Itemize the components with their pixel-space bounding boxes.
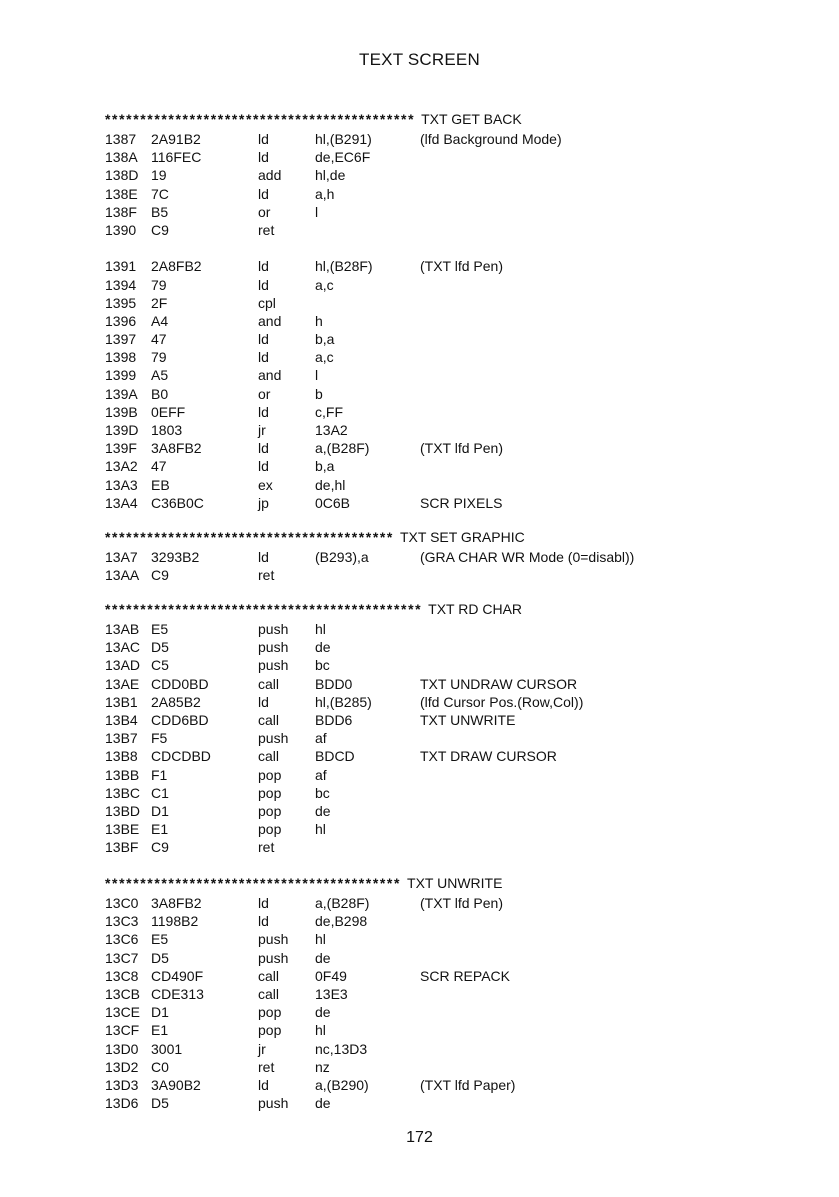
section-label: TXT RD CHAR [428, 601, 523, 617]
hex-bytes: F5 [151, 730, 168, 747]
address: 13A2 [105, 458, 138, 475]
section-label: TXT SET GRAPHIC [399, 529, 525, 545]
address: 138A [105, 149, 138, 166]
comment: TXT DRAW CURSOR [420, 748, 557, 765]
operand: af [315, 730, 327, 747]
listing-row [0, 1076, 839, 1094]
mnemonic: push [258, 657, 289, 674]
listing-row [0, 366, 839, 384]
address: 13A3 [105, 476, 138, 493]
address: 13A4 [105, 494, 138, 511]
operand: de [315, 1095, 331, 1112]
operand: BDD0 [315, 675, 353, 692]
listing-row [0, 330, 839, 348]
mnemonic: ld [258, 440, 269, 457]
listing-row [0, 894, 839, 912]
address: 138D [105, 167, 139, 184]
address: 13D0 [105, 1040, 139, 1057]
listing-row [0, 439, 839, 457]
hex-bytes: CDE313 [151, 985, 204, 1002]
listing-row [0, 638, 839, 656]
mnemonic: pop [258, 766, 282, 783]
mnemonic: call [258, 711, 280, 728]
mnemonic: ld [258, 1076, 269, 1093]
operand: a,(B28F) [315, 440, 370, 457]
hex-bytes: 3A8FB2 [151, 440, 202, 457]
hex-bytes: B0 [151, 385, 169, 402]
mnemonic: ld [258, 458, 269, 475]
listing-row [0, 548, 839, 566]
address: 13C3 [105, 913, 139, 930]
hex-bytes: 1198B2 [151, 913, 199, 930]
address: 13A7 [105, 549, 138, 565]
hex-bytes: E5 [151, 621, 169, 637]
mnemonic: jp [258, 494, 269, 511]
comment: (TXT lfd Pen) [420, 440, 503, 457]
mnemonic: call [258, 675, 280, 692]
operand: de,B298 [315, 913, 368, 930]
operand: bc [315, 657, 330, 674]
hex-bytes: D1 [151, 802, 169, 819]
mnemonic: ld [258, 913, 269, 930]
operand: 0F49 [315, 967, 347, 984]
mnemonic: ret [258, 567, 275, 584]
hex-bytes: 47 [151, 331, 167, 348]
operand: b [315, 385, 323, 402]
mnemonic: push [258, 949, 289, 966]
mnemonic: or [258, 203, 271, 220]
listing-row [0, 838, 839, 856]
operand: de [315, 639, 331, 656]
listing-row [0, 693, 839, 711]
operand: c,FF [315, 403, 343, 420]
operand: de [315, 949, 331, 966]
operand: 13E3 [315, 985, 348, 1002]
operand: hl [315, 621, 326, 637]
asterisk-rule: ******************************************** [105, 111, 416, 127]
code-listing [0, 130, 839, 512]
address: 13BF [105, 839, 139, 856]
listing-row [0, 1040, 839, 1058]
address: 13AE [105, 675, 140, 692]
mnemonic: pop [258, 821, 282, 838]
hex-bytes: 3293B2 [151, 549, 200, 565]
address: 13CE [105, 1004, 141, 1021]
hex-bytes: D5 [151, 949, 169, 966]
code-listing [0, 894, 839, 1112]
mnemonic: ret [258, 839, 275, 856]
operand: l [315, 203, 319, 220]
section-label: TXT GET BACK [421, 111, 522, 127]
mnemonic: jr [258, 1040, 266, 1057]
listing-row [0, 747, 839, 765]
address: 13D6 [105, 1095, 139, 1112]
listing-row [0, 620, 839, 638]
operand: hl,(B28F) [315, 258, 373, 275]
listing-row [0, 239, 839, 257]
mnemonic: ret [258, 221, 275, 238]
address: 13C6 [105, 931, 139, 948]
listing-row [0, 1058, 839, 1076]
page-number: 172 [406, 1129, 433, 1146]
mnemonic: push [258, 621, 289, 637]
operand: hl,de [315, 167, 346, 184]
hex-bytes: 3A90B2 [151, 1076, 201, 1093]
hex-bytes: E1 [151, 821, 169, 838]
listing-row [0, 457, 839, 475]
operand: de [315, 802, 331, 819]
listing-row [0, 1021, 839, 1039]
mnemonic: ld [258, 276, 269, 293]
operand: hl [315, 931, 326, 948]
listing-row [0, 820, 839, 838]
listing-row [0, 403, 839, 421]
operand: a,c [315, 349, 334, 366]
operand: l [315, 367, 319, 384]
operand: b,a [315, 331, 335, 348]
listing-row [0, 985, 839, 1003]
address: 13B1 [105, 693, 138, 710]
mnemonic: add [258, 167, 282, 184]
address: 13CB [105, 985, 141, 1002]
mnemonic: ld [258, 149, 269, 166]
hex-bytes: 1803 [151, 422, 183, 438]
listing-row [0, 294, 839, 312]
comment: (TXT lfd Pen) [420, 258, 503, 275]
listing-row [0, 912, 839, 930]
hex-bytes: 79 [151, 276, 167, 293]
address: 13BE [105, 821, 140, 838]
comment: (lfd Background Mode) [420, 131, 562, 147]
hex-bytes: B5 [151, 203, 169, 220]
address: 13C7 [105, 949, 139, 966]
address: 13D3 [105, 1076, 139, 1093]
address: 13C0 [105, 895, 139, 911]
hex-bytes: CDCDBD [151, 748, 211, 765]
asterisk-rule: ****************************************** [105, 875, 402, 891]
code-listing [0, 548, 839, 584]
hex-bytes: C9 [151, 839, 169, 856]
listing-row [0, 221, 839, 239]
mnemonic: ld [258, 693, 269, 710]
mnemonic: and [258, 367, 282, 384]
listing-row [0, 185, 839, 203]
address: 1395 [105, 294, 137, 311]
address: 13C8 [105, 967, 139, 984]
mnemonic: ld [258, 349, 269, 366]
address: 13AC [105, 639, 141, 656]
hex-bytes: A4 [151, 312, 169, 329]
mnemonic: push [258, 730, 289, 747]
operand: nc,13D3 [315, 1040, 368, 1057]
mnemonic: pop [258, 802, 282, 819]
address: 139F [105, 440, 137, 457]
mnemonic: call [258, 748, 280, 765]
listing-row [0, 1003, 839, 1021]
operand: de [315, 1004, 331, 1021]
listing-row [0, 348, 839, 366]
address: 13CF [105, 1022, 140, 1039]
comment: (TXT lfd Paper) [420, 1076, 516, 1093]
operand: 0C6B [315, 494, 351, 511]
code-listing [0, 620, 839, 856]
section-separator [105, 874, 502, 892]
listing-row [0, 949, 839, 967]
mnemonic: ld [258, 131, 269, 147]
address: 13AB [105, 621, 140, 637]
address: 1394 [105, 276, 137, 293]
mnemonic: push [258, 639, 289, 656]
listing-row [0, 656, 839, 674]
comment: (lfd Cursor Pos.(Row,Col)) [420, 693, 584, 710]
hex-bytes: 2A8FB2 [151, 258, 202, 275]
listing-row [0, 421, 839, 439]
hex-bytes: F1 [151, 766, 168, 783]
hex-bytes: C9 [151, 221, 169, 238]
mnemonic: pop [258, 784, 282, 801]
operand: bc [315, 784, 330, 801]
hex-bytes: CD490F [151, 967, 204, 984]
operand: (B293),a [315, 549, 369, 565]
operand: de,hl [315, 476, 346, 493]
mnemonic: ld [258, 895, 269, 911]
address: 13AD [105, 657, 141, 674]
address: 1399 [105, 367, 137, 384]
comment: (TXT lfd Pen) [420, 895, 503, 911]
listing-row [0, 148, 839, 166]
address: 139A [105, 385, 138, 402]
comment: SCR REPACK [420, 967, 510, 984]
hex-bytes: 116FEC [151, 149, 202, 166]
listing-row [0, 711, 839, 729]
listing-row [0, 566, 839, 584]
mnemonic: ret [258, 1058, 275, 1075]
hex-bytes: C1 [151, 784, 169, 801]
hex-bytes: 3A8FB2 [151, 895, 202, 911]
hex-bytes: CDD6BD [151, 711, 209, 728]
address: 13BB [105, 766, 140, 783]
address: 13B8 [105, 748, 138, 765]
mnemonic: pop [258, 1022, 282, 1039]
address: 138E [105, 185, 138, 202]
listing-row [0, 494, 839, 512]
address: 1391 [105, 258, 137, 275]
mnemonic: ld [258, 258, 269, 275]
address: 1390 [105, 221, 137, 238]
mnemonic: cpl [258, 294, 276, 311]
address: 13D2 [105, 1058, 139, 1075]
listing-row [0, 312, 839, 330]
mnemonic: call [258, 967, 280, 984]
section-label: TXT UNWRITE [407, 875, 503, 891]
section-separator [105, 528, 525, 546]
hex-bytes: C0 [151, 1058, 169, 1075]
address: 139B [105, 403, 138, 420]
page-title: TEXT SCREEN [359, 50, 480, 69]
listing-row [0, 784, 839, 802]
operand: a,h [315, 185, 335, 202]
listing-row [0, 967, 839, 985]
hex-bytes: C5 [151, 657, 169, 674]
address: 13B4 [105, 711, 138, 728]
address: 1398 [105, 349, 137, 366]
hex-bytes: 2A91B2 [151, 131, 201, 147]
mnemonic: jr [258, 422, 266, 438]
listing-row [0, 1094, 839, 1112]
hex-bytes: A5 [151, 367, 169, 384]
comment: TXT UNDRAW CURSOR [420, 675, 578, 692]
listing-row [0, 130, 839, 148]
operand: de,EC6F [315, 149, 371, 166]
listing-row [0, 276, 839, 294]
operand: hl,(B291) [315, 131, 372, 147]
address: 13B7 [105, 730, 138, 747]
hex-bytes: 3001 [151, 1040, 183, 1057]
hex-bytes: 7C [151, 185, 169, 202]
hex-bytes: 0EFF [151, 403, 186, 420]
mnemonic: ld [258, 331, 269, 348]
mnemonic: or [258, 385, 271, 402]
hex-bytes: 2F [151, 294, 168, 311]
address: 139D [105, 422, 139, 438]
hex-bytes: E1 [151, 1022, 169, 1039]
mnemonic: call [258, 985, 280, 1002]
section-separator [105, 110, 522, 128]
operand: hl [315, 1022, 326, 1039]
address: 13BC [105, 784, 141, 801]
hex-bytes: CDD0BD [151, 675, 209, 692]
mnemonic: and [258, 312, 282, 329]
listing-row [0, 766, 839, 784]
mnemonic: ld [258, 549, 269, 565]
operand: 13A2 [315, 422, 348, 438]
asterisk-rule: ********************************************* [105, 601, 423, 617]
listing-row [0, 729, 839, 747]
operand: b,a [315, 458, 335, 475]
hex-bytes: 19 [151, 167, 167, 184]
section-separator [105, 600, 522, 618]
address: 1397 [105, 331, 137, 348]
hex-bytes: 2A85B2 [151, 693, 201, 710]
operand: BDCD [315, 748, 355, 765]
mnemonic: ld [258, 185, 269, 202]
operand: h [315, 312, 323, 329]
mnemonic: pop [258, 1004, 282, 1021]
operand: af [315, 766, 327, 783]
operand: nz [315, 1058, 330, 1075]
listing-row [0, 476, 839, 494]
listing-row [0, 930, 839, 948]
hex-bytes: 79 [151, 349, 167, 366]
hex-bytes: EB [151, 476, 170, 493]
hex-bytes: D1 [151, 1004, 169, 1021]
hex-bytes: C9 [151, 567, 169, 584]
asterisk-rule: ***************************************** [105, 529, 394, 545]
listing-row [0, 257, 839, 275]
listing-row [0, 166, 839, 184]
address: 13BD [105, 802, 141, 819]
mnemonic: push [258, 1095, 289, 1112]
address: 1387 [105, 131, 137, 147]
mnemonic: ld [258, 403, 269, 420]
operand: a,c [315, 276, 334, 293]
operand: hl,(B285) [315, 693, 372, 710]
listing-row [0, 675, 839, 693]
address: 13AA [105, 567, 140, 584]
comment: (GRA CHAR WR Mode (0=disabl)) [420, 549, 635, 565]
hex-bytes: C36B0C [151, 494, 204, 511]
listing-row [0, 385, 839, 403]
listing-row [0, 203, 839, 221]
address: 138F [105, 203, 137, 220]
operand: a,(B290) [315, 1076, 369, 1093]
address: 1396 [105, 312, 137, 329]
mnemonic: push [258, 931, 289, 948]
hex-bytes: 47 [151, 458, 167, 475]
comment: TXT UNWRITE [420, 711, 516, 728]
hex-bytes: E5 [151, 931, 169, 948]
hex-bytes: D5 [151, 1095, 169, 1112]
operand: a,(B28F) [315, 895, 370, 911]
operand: BDD6 [315, 711, 353, 728]
hex-bytes: D5 [151, 639, 169, 656]
operand: hl [315, 821, 326, 838]
listing-row [0, 802, 839, 820]
comment: SCR PIXELS [420, 494, 503, 511]
mnemonic: ex [258, 476, 273, 493]
